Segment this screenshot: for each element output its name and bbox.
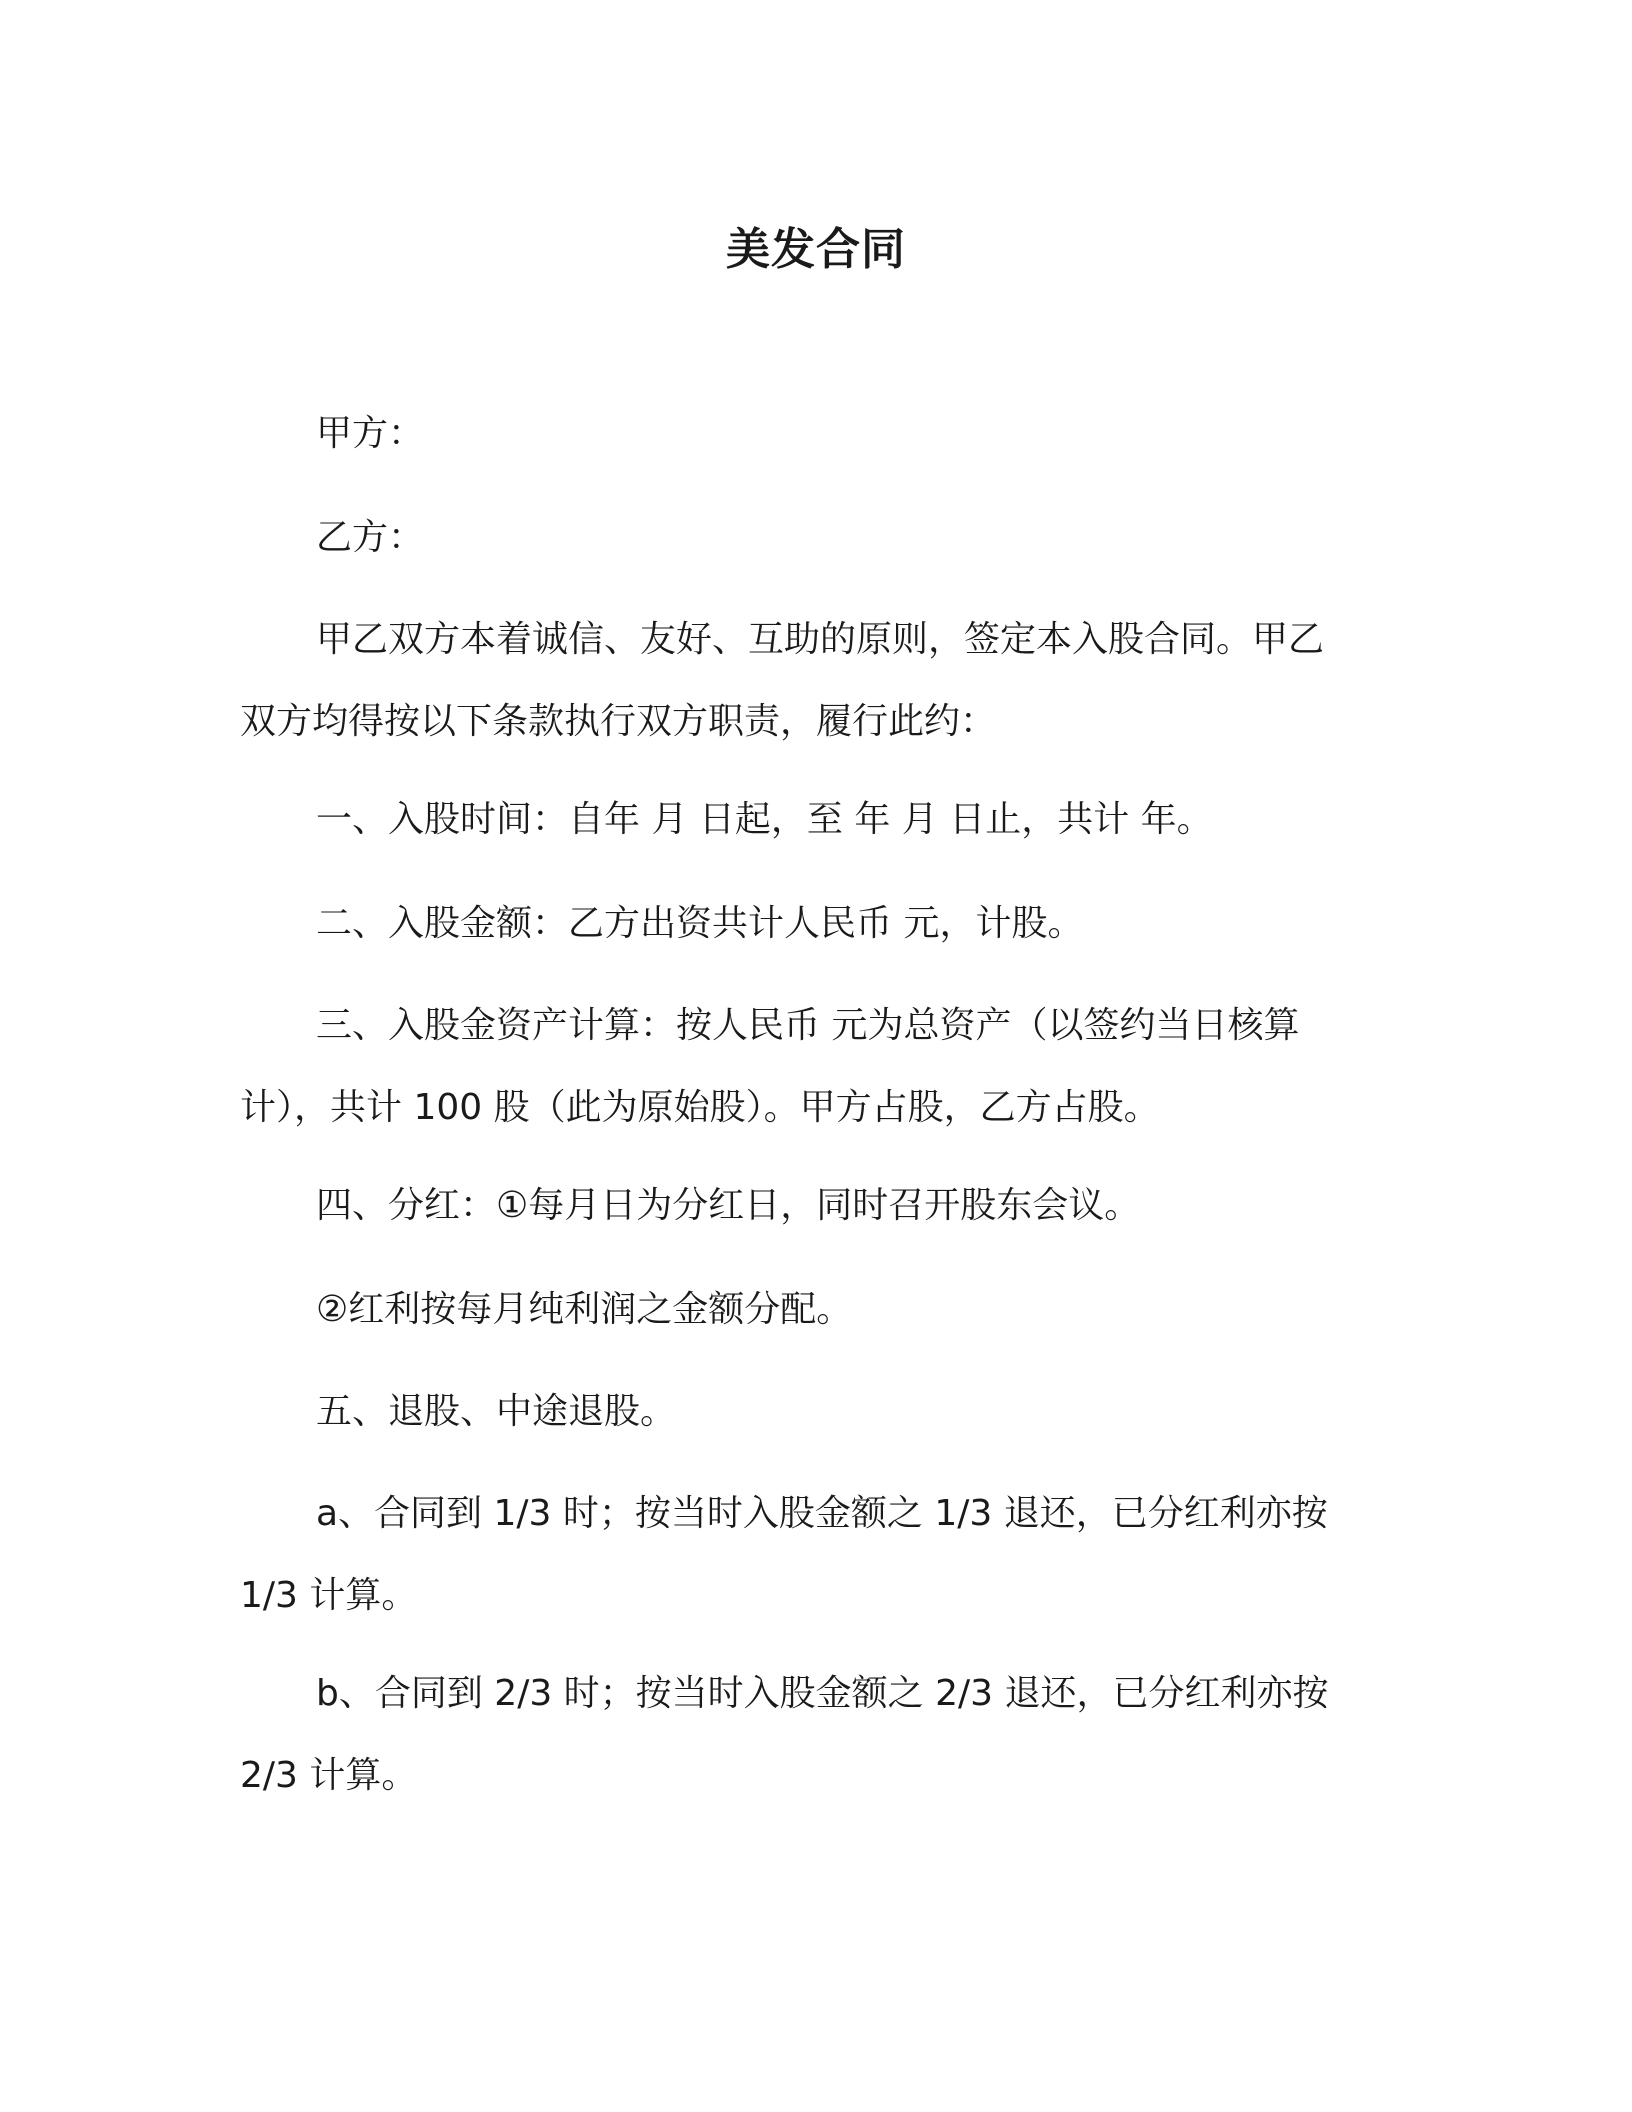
paragraph-line: 五、退股、中途退股。 [316,1391,677,1432]
document-title: 美发合同 [726,224,906,275]
paragraph-line: 二、入股金额：乙方出资共计人民币 元，计股。 [316,903,1084,944]
paragraph-line: a、合同到 1/3 时；按当时入股金额之 1/3 退还，已分红利亦按 [316,1493,1328,1534]
clause-5b-paragraph [240,1653,1370,1817]
clause-4-paragraph [240,1165,1370,1247]
paragraph-line: 一、入股时间：自年 月 日起，至 年 月 日止，共计 年。 [316,799,1213,840]
clause-2-paragraph [240,883,1370,965]
clause-5a-paragraph [240,1473,1370,1637]
paragraph-line: 乙方： [316,517,425,558]
preamble-paragraph [240,599,1370,763]
paragraph-line: 双方均得按以下条款执行双方职责，履行此约： [240,701,997,742]
paragraph-line: 2/3 计算。 [240,1755,418,1796]
paragraph-line: 甲乙双方本着诚信、友好、互助的原则，签定本入股合同。甲乙 [316,619,1325,660]
paragraph-line: 1/3 计算。 [240,1575,418,1616]
paragraph-line: b、合同到 2/3 时；按当时入股金额之 2/3 退还，已分红利亦按 [316,1673,1329,1714]
clause-1-paragraph [240,779,1370,861]
clause-3-paragraph [240,985,1370,1149]
paragraph-line: 四、分红：①每月日为分红日，同时召开股东会议。 [316,1185,1141,1226]
paragraph-line: ②红利按每月纯利润之金额分配。 [316,1289,853,1330]
party-b-line [240,497,1370,579]
paragraph-line: 三、入股金资产计算：按人民币 元为总资产（以签约当日核算 [316,1005,1300,1046]
paragraph-line: 甲方： [316,413,425,454]
paragraph-line: 计），共计 100 股（此为原始股）。甲方占股，乙方占股。 [240,1087,1160,1128]
party-a-line [240,393,1370,475]
clause-5-paragraph [240,1371,1370,1453]
clause-4-sub-paragraph [240,1269,1370,1351]
